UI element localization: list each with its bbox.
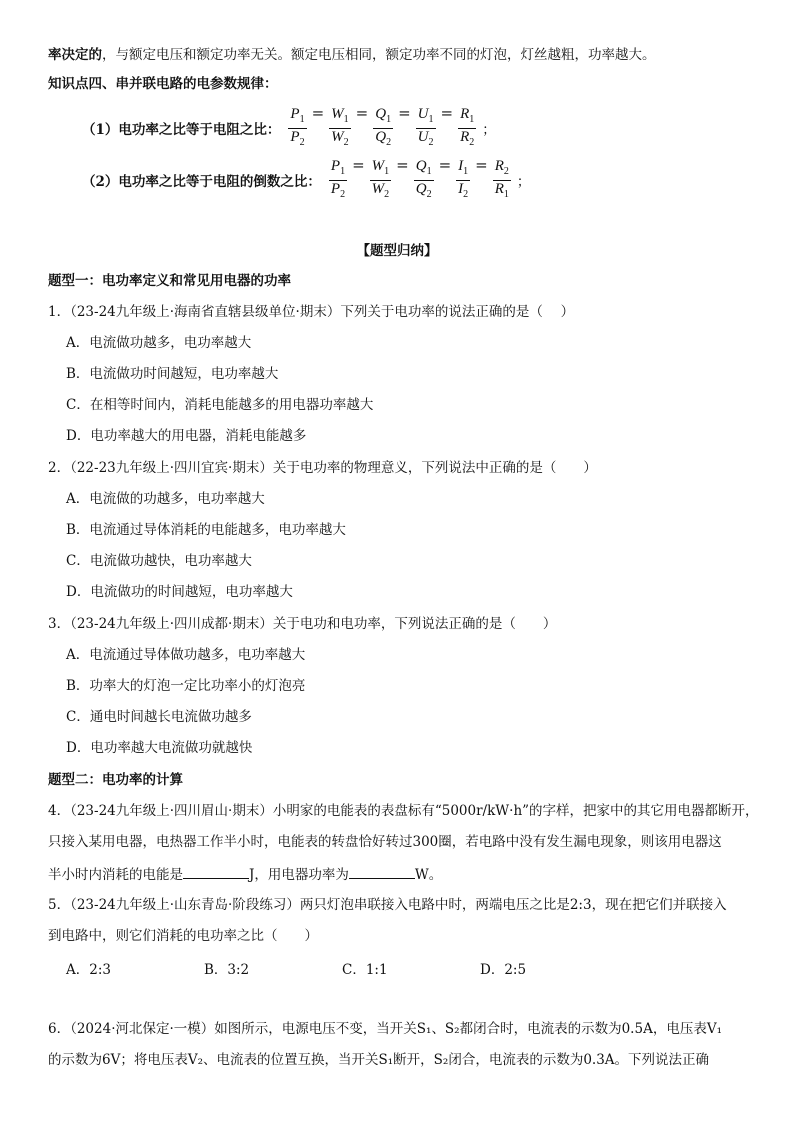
question-6-line-1: 6．（2024·河北保定·一模）如图所示，电源电压不变，当开关S₁、S₂都闭合时，电流表的示数为0.5A，电压表V₁ (48, 1021, 722, 1037)
answer-blank-energy[interactable] (183, 864, 249, 879)
question-5-line-2: 到电路中，则它们消耗的电功率之比（ ） (48, 928, 318, 944)
equation-1-numerator: $U_1$ (417, 106, 434, 125)
equation-2-end: ； (516, 173, 531, 190)
equation-2-numerator: $W_1$ (371, 158, 390, 177)
equation-1-fraction (416, 106, 436, 151)
question-1-option-c: C．在相等时间内，消耗电能越多的用电器功率越大 (66, 397, 374, 413)
question-2-option-b: B．电流通过导体消耗的电能越多，电功率越大 (66, 522, 346, 538)
equation-1-equals-sign: = (440, 104, 454, 122)
question-4-text-a: 半小时内消耗的电能是 (48, 867, 183, 883)
equation-row-2 (82, 156, 530, 203)
question-4-line-2: 只接入某用电器，电热器工作半小时，电能表的转盘恰好转过300圈，若电路中没有发生漏电现象，则该用电器这 (48, 834, 722, 850)
knowledge-point-4-heading: 知识点四、串并联电路的电参数规律： (48, 76, 278, 92)
equation-1-fraction (458, 106, 476, 151)
equation-1-equals-sign: = (355, 104, 369, 122)
equation-2-denominator: $P_2$ (329, 180, 347, 203)
equation-1-denominator: $P_2$ (288, 128, 306, 151)
question-2-option-c: C．电流做功越快，电功率越大 (66, 553, 252, 569)
equation-2-fraction (370, 158, 392, 203)
equation-2-denominator: $I_2$ (456, 180, 470, 203)
question-3-option-a: A．电流通过导体做功越多，电功率越大 (66, 647, 306, 663)
equation-1-label: （1）电功率之比等于电阻之比： (82, 121, 281, 138)
equation-1-fraction (373, 106, 393, 151)
equation-2-fraction (414, 158, 434, 203)
equation-1-numerator: $R_1$ (460, 106, 475, 125)
question-4-line-1: 4．（23-24九年级上·四川眉山·期末）小明家的电能表的表盘标有“5000r/kW·h”的字样，把家中的其它用电器都断开， (48, 803, 759, 819)
equation-2-fraction (329, 158, 347, 203)
equation-2-label: （2）电功率之比等于电阻的倒数之比： (82, 173, 321, 190)
equation-2-denominator: $Q_2$ (414, 180, 434, 203)
section-title: 【题型归纳】 (356, 243, 438, 259)
equation-1-chain (286, 104, 478, 151)
type-2-heading: 题型二：电功率的计算 (48, 772, 183, 788)
question-2-option-a: A．电流做的功越多，电功率越大 (66, 491, 265, 507)
question-4-line-3 (48, 864, 442, 884)
question-5-line-1: 5．（23-24九年级上·山东青岛·阶段练习）两只灯泡串联接入电路中时，两端电压之比是2:3，现在把它们并联接入 (48, 897, 727, 913)
question-4-text-b: J，用电器功率为 (249, 867, 349, 883)
equation-2-numerator: $Q_1$ (415, 158, 432, 177)
equation-row-1 (82, 104, 496, 151)
question-3-option-d: D．电功率越大电流做功就越快 (66, 740, 253, 756)
equation-2-fraction (493, 158, 511, 203)
question-1-stem: 1．（23-24九年级上·海南省直辖县级单位·期末）下列关于电功率的说法正确的是（ ） (48, 304, 575, 320)
question-5-options (66, 958, 618, 978)
question-5-option-b: B．3:2 (204, 962, 250, 978)
question-3-stem: 3．（23-24九年级上·四川成都·期末）关于电功和电功率，下列说法正确的是（ ） (48, 616, 557, 632)
intro-bold: 率决定的 (48, 47, 102, 63)
question-3-option-c: C．通电时间越长电流做功越多 (66, 709, 252, 725)
question-1-option-d: D．电功率越大的用电器，消耗电能越多 (66, 428, 307, 444)
equation-1-numerator: $W_1$ (331, 106, 349, 125)
equation-1-equals-sign: = (311, 104, 325, 122)
equation-1-denominator: $W_2$ (329, 128, 351, 151)
question-4-text-c: W。 (414, 867, 443, 883)
question-1-option-b: B．电流做功时间越短，电功率越大 (66, 366, 279, 382)
question-5-option-d: D．2:5 (480, 962, 527, 978)
equation-2-numerator: $I_1$ (458, 158, 469, 177)
question-2-option-d: D．电流做功的时间越短，电功率越大 (66, 584, 293, 600)
equation-2-denominator: $W_2$ (370, 180, 392, 203)
equation-2-numerator: $P_1$ (330, 158, 346, 177)
equation-1-equals-sign: = (398, 104, 411, 122)
intro-line (48, 46, 656, 64)
intro-text: ，与额定电压和额定功率无关。额定电压相同，额定功率不同的灯泡，灯丝越粗，功率越大。 (102, 47, 656, 63)
equation-1-denominator: $U_2$ (416, 128, 436, 151)
equation-1-fraction (288, 106, 306, 151)
equation-2-numerator: $R_2$ (494, 158, 509, 177)
equation-2-denominator: $R_1$ (493, 180, 511, 203)
equation-2-fraction (456, 158, 470, 203)
equation-1-fraction (329, 106, 351, 151)
equation-1-denominator: $R_2$ (458, 128, 476, 151)
equation-1-end: ； (482, 121, 496, 138)
equation-2-equals-sign: = (396, 156, 409, 174)
equation-2-chain (327, 156, 513, 203)
question-1-option-a: A．电流做功越多，电功率越大 (66, 335, 252, 351)
equation-2-equals-sign: = (352, 156, 365, 174)
equation-1-numerator: $Q_1$ (375, 106, 392, 125)
question-6-line-2: 的示数为6V；将电压表V₂、电流表的位置互换，当开关S₁断开，S₂闭合，电流表的示数为0.3A。下列说法正确 (48, 1052, 710, 1068)
question-2-stem: 2．（22-23九年级上·四川宜宾·期末）关于电功率的物理意义，下列说法中正确的是（ ） (48, 460, 597, 476)
equation-2-equals-sign: = (475, 156, 488, 174)
question-3-option-b: B．功率大的灯泡一定比功率小的灯泡亮 (66, 678, 306, 694)
answer-blank-power[interactable] (349, 864, 415, 879)
question-5-option-c: C．1:1 (342, 962, 388, 978)
equation-2-equals-sign: = (438, 156, 452, 174)
question-5-option-a: A．2:3 (66, 962, 111, 978)
equation-1-numerator: $P_1$ (290, 106, 305, 125)
type-1-heading: 题型一：电功率定义和常见用电器的功率 (48, 273, 291, 289)
equation-1-denominator: $Q_2$ (373, 128, 393, 151)
